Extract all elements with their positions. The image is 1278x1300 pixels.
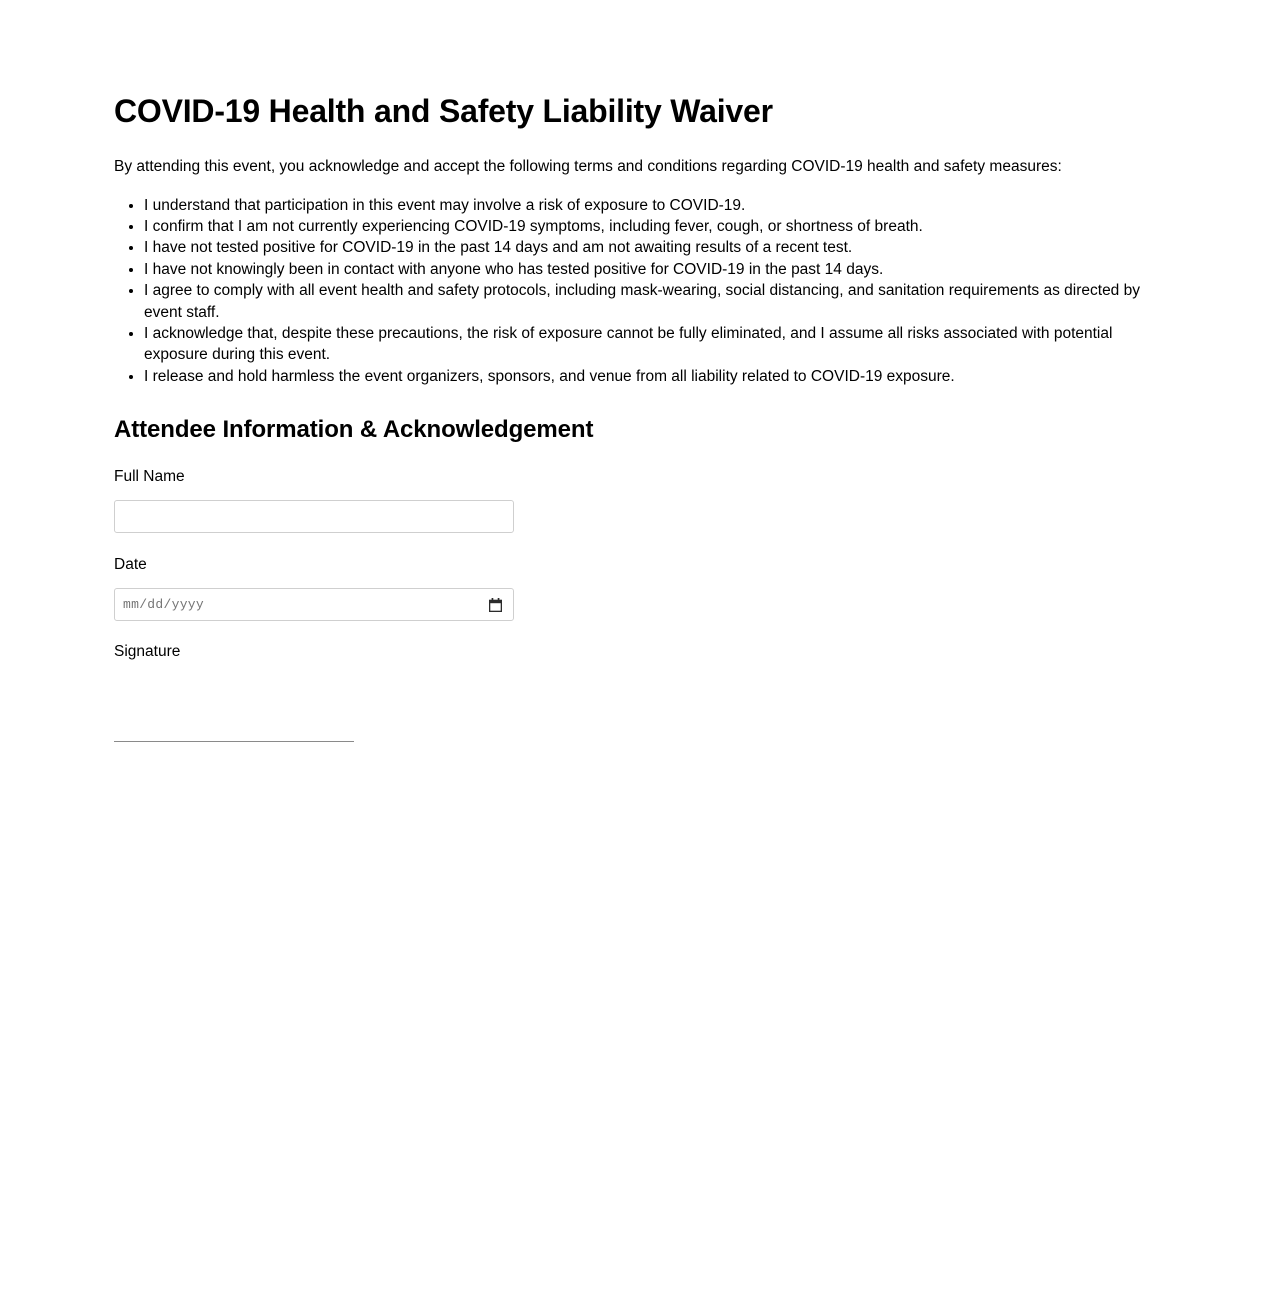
full-name-label: Full Name [114,467,185,485]
date-label: Date [114,556,147,574]
full-name-input[interactable] [114,500,514,533]
list-item: • I confirm that I am not currently experiencing COVID-19 symptoms, including fever, cough, or shortness of breath. [144,216,1154,237]
signature-drawing-area[interactable] [114,675,1154,741]
date-input[interactable] [114,588,514,621]
signature-line [114,741,354,742]
list-item: • I agree to comply with all event health and safety protocols, including mask-wearing, social distancing, and sanitation requirements as directed by event staff. [144,280,1154,323]
terms-list [114,195,1154,387]
list-item: • I release and hold harmless the event organizers, sponsors, and venue from all liability related to COVID-19 exposure. [144,366,1154,387]
list-item: • I understand that participation in this event may involve a risk of exposure to COVID-19. [144,195,1154,216]
document-content [114,93,1154,742]
list-item: • I acknowledge that, despite these precautions, the risk of exposure cannot be fully eliminated, and I assume all risks associated with potential exposure during this event. [144,323,1154,366]
field-signature [114,642,1154,742]
field-full-name [114,467,1154,533]
date-input-wrapper [114,588,514,621]
page-title: COVID-19 Health and Safety Liability Waiver [114,93,773,129]
signature-label: Signature [114,643,181,661]
list-item: • I have not tested positive for COVID-19 in the past 14 days and am not awaiting results of a recent test. [144,237,1154,258]
field-date [114,555,1154,621]
list-item: • I have not knowingly been in contact with anyone who has tested positive for COVID-19 in the past 14 days. [144,259,1154,280]
section-heading-attendee-information: Attendee Information & Acknowledgement [114,416,594,444]
intro-paragraph: By attending this event, you acknowledge and accept the following terms and conditions regarding COVID-19 health and safety measures: [114,157,1062,175]
